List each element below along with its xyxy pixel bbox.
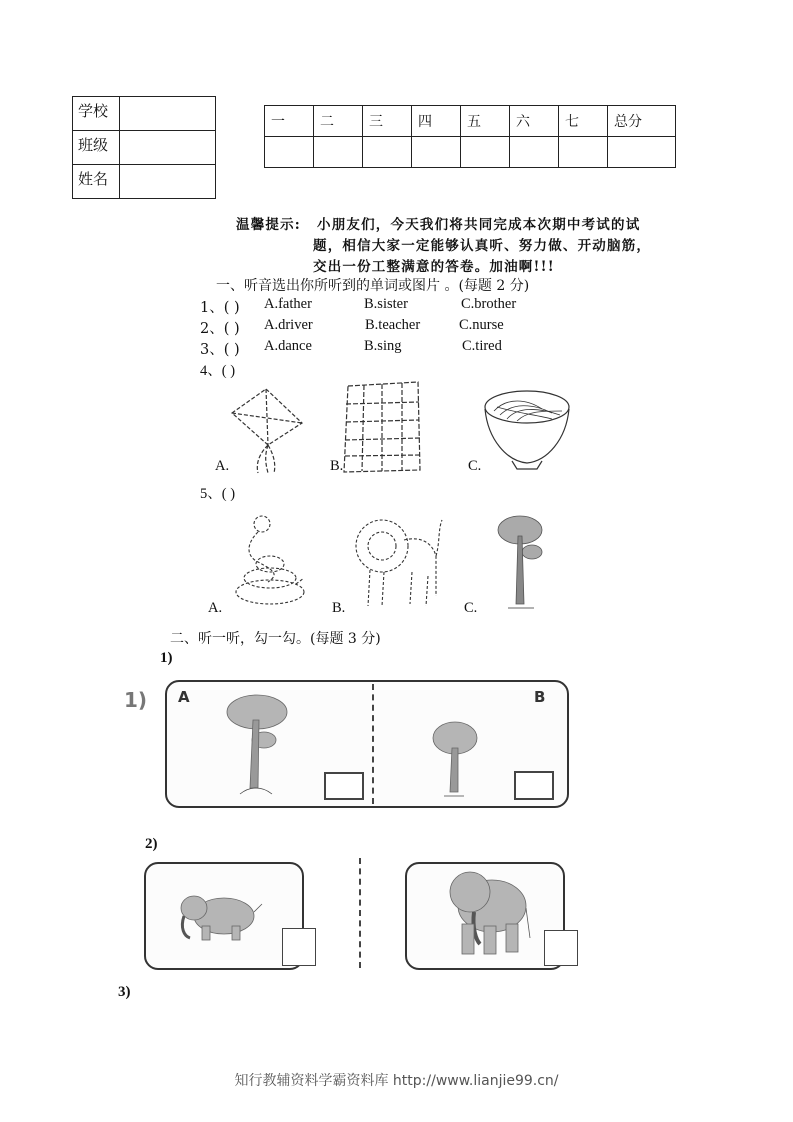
- divider-dashed: [359, 858, 361, 968]
- question-4-number[interactable]: 4、( ): [200, 363, 236, 379]
- question-5-picture-a-label[interactable]: A.: [208, 600, 223, 616]
- section2-item-2-checkbox-b[interactable]: [544, 930, 578, 966]
- score-cell-2[interactable]: [314, 137, 363, 168]
- question-3-number[interactable]: 3、( ): [200, 342, 240, 358]
- tip-line-2: 题，相信大家一定能够认真听、努力做、开动脑筋，: [313, 238, 652, 254]
- small-elephant-icon: [176, 890, 266, 945]
- score-header-2: 二: [314, 106, 363, 137]
- score-header-5: 五: [461, 106, 510, 137]
- score-cell-3[interactable]: [363, 137, 412, 168]
- section2-item-1-inner-number: 1): [124, 688, 148, 712]
- tip-label: 温馨提示:: [236, 217, 301, 233]
- question-3: [200, 338, 600, 358]
- score-table: [264, 105, 676, 168]
- score-header-1: 一: [265, 106, 314, 137]
- score-header-7: 七: [559, 106, 608, 137]
- short-tree-icon: [430, 720, 480, 800]
- question-3-option-c[interactable]: C.tired: [462, 338, 502, 354]
- section2-item-2-number: 2): [145, 836, 158, 852]
- section2-item-1-checkbox-b[interactable]: [514, 771, 554, 800]
- big-elephant-icon: [440, 868, 535, 960]
- question-1-number[interactable]: 1、( ): [200, 300, 240, 316]
- info-label-school: 学校: [73, 97, 120, 131]
- tip-line-3: 交出一份工整满意的答卷。加油啊!!!: [313, 259, 555, 275]
- section2-item-2-checkbox-a[interactable]: [282, 928, 316, 966]
- section2-item-1-number: 1): [160, 650, 173, 666]
- question-2: [200, 317, 600, 337]
- info-label-name: 姓名: [73, 165, 120, 199]
- question-5-picture-b-label[interactable]: B.: [332, 600, 346, 616]
- section2-item-1-label-b: B: [534, 688, 546, 706]
- section2-item-3-number: 3): [118, 984, 131, 1000]
- question-4-picture-b-label[interactable]: B.: [330, 458, 344, 474]
- question-2-option-a[interactable]: A.driver: [264, 317, 313, 333]
- noodle-bowl-icon[interactable]: [482, 385, 572, 470]
- question-3-option-a[interactable]: A.dance: [264, 338, 312, 354]
- section2-item-1-checkbox-a[interactable]: [324, 772, 364, 800]
- footer-watermark: 知行教辅资料学霸资料库 http://www.lianjie99.cn/: [234, 1073, 559, 1089]
- score-header-4: 四: [412, 106, 461, 137]
- score-header-6: 六: [510, 106, 559, 137]
- question-5-number[interactable]: 5、( ): [200, 486, 236, 502]
- score-cell-1[interactable]: [265, 137, 314, 168]
- score-cell-4[interactable]: [412, 137, 461, 168]
- snake-icon[interactable]: [228, 512, 308, 612]
- name-field[interactable]: [120, 165, 216, 199]
- score-cell-6[interactable]: [510, 137, 559, 168]
- question-3-option-b[interactable]: B.sing: [364, 338, 402, 354]
- question-4-picture-c-label[interactable]: C.: [468, 458, 482, 474]
- school-field[interactable]: [120, 97, 216, 131]
- tall-tree-icon: [220, 690, 290, 800]
- score-cell-total[interactable]: [608, 137, 676, 168]
- divider-dashed: [372, 684, 374, 804]
- question-2-number[interactable]: 2、( ): [200, 321, 240, 337]
- chocolate-bar-icon[interactable]: [340, 380, 425, 475]
- score-cell-5[interactable]: [461, 137, 510, 168]
- score-header-3: 三: [363, 106, 412, 137]
- question-5-picture-c-label[interactable]: C.: [464, 600, 478, 616]
- question-2-option-c[interactable]: C.nurse: [459, 317, 504, 333]
- info-label-class: 班级: [73, 131, 120, 165]
- question-1-option-a[interactable]: A.father: [264, 296, 312, 312]
- section2-title: 二、听一听，勾一勾。(每题 3 分): [170, 631, 381, 647]
- question-1-option-c[interactable]: C.brother: [461, 296, 517, 312]
- question-1-option-b[interactable]: B.sister: [364, 296, 408, 312]
- question-1: [200, 296, 600, 316]
- student-info-table: [72, 96, 216, 199]
- class-field[interactable]: [120, 131, 216, 165]
- question-4-picture-a-label[interactable]: A.: [215, 458, 230, 474]
- lion-icon[interactable]: [352, 512, 452, 612]
- score-header-total: 总分: [608, 106, 676, 137]
- tree-icon[interactable]: [490, 512, 550, 612]
- score-cell-7[interactable]: [559, 137, 608, 168]
- section1-title: 一、听音选出你所听到的单词或图片 。(每题 2 分): [216, 278, 530, 294]
- section2-item-1-label-a: A: [178, 688, 190, 706]
- question-2-option-b[interactable]: B.teacher: [365, 317, 421, 333]
- kite-icon[interactable]: [228, 385, 308, 475]
- tip-line-1: 小朋友们，今天我们将共同完成本次期中考试的试: [317, 217, 641, 233]
